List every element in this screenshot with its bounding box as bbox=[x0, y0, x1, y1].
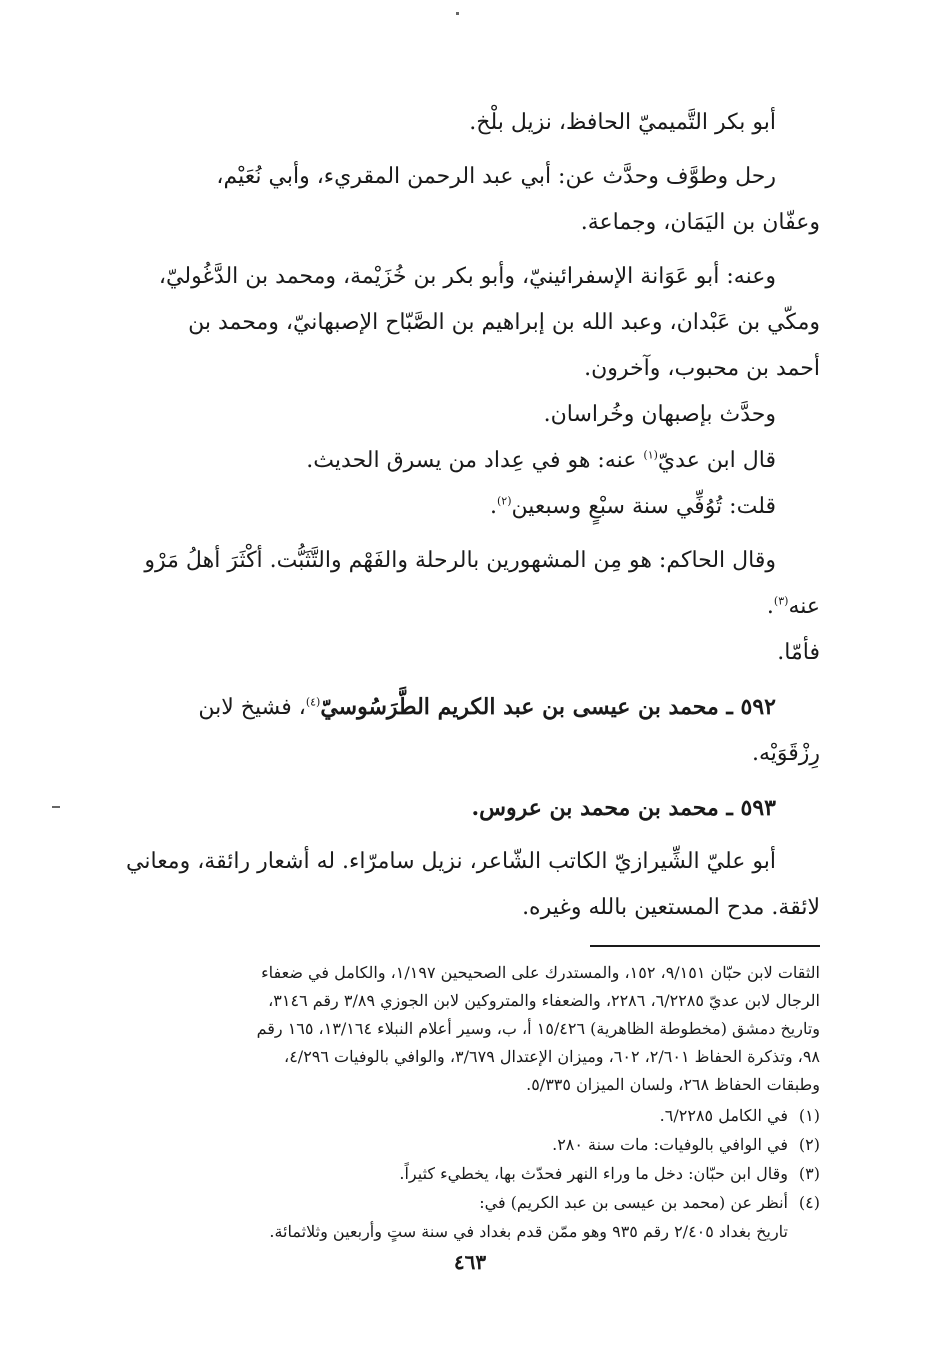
text: ، فشيخ لابن bbox=[198, 695, 306, 720]
paragraph: وعنه: أبو عَوَانة الإسفرائينيّ، وأبو بكر بن خُزَيْمة، ومحمد بن الدَّغُوليّ، bbox=[158, 264, 776, 289]
footnote-separator bbox=[590, 945, 820, 947]
footnote-number: (٣) bbox=[798, 1164, 820, 1183]
scan-mark bbox=[52, 806, 60, 808]
footnote-line: الرجال لابن عديّ ٦/٢٢٨٥، ٢٢٨٦، والضعفاء والمتروكين لابن الجوزي ٣/٨٩ رقم ٣١٤٦، bbox=[268, 991, 820, 1010]
text: عنه: هو في عِداد من يسرق الحديث. bbox=[306, 448, 644, 473]
footnote-ref: (١) bbox=[643, 448, 658, 462]
footnote-text: في الوافي بالوفيات: مات سنة ٢٨٠. bbox=[552, 1135, 788, 1154]
footnote bbox=[104, 1130, 820, 1159]
paragraph-line bbox=[104, 584, 820, 630]
footnote-ref: (٣) bbox=[773, 594, 789, 608]
text: . bbox=[766, 594, 774, 619]
footnote-ref: (٤) bbox=[305, 695, 321, 709]
footnote-line: ٩٨، وتذكرة الحفاظ ٢/٦٠١، ٦٠٢، وميزان الإعتدال ٣/٦٧٩، والوافي بالوفيات ٤/٢٩٦، bbox=[284, 1047, 820, 1066]
footnote-ref: (٢) bbox=[497, 494, 512, 508]
footnote-text: في الكامل ٦/٢٢٨٥. bbox=[659, 1106, 788, 1125]
footnote-line: الثقات لابن حبّان ٩/١٥١، ١٥٢، والمستدرك على الصحيحين ١/١٩٧، والكامل في ضعفاء bbox=[261, 963, 820, 982]
footnote-number: (٢) bbox=[798, 1135, 820, 1154]
footnote-number: (٤) bbox=[798, 1193, 820, 1212]
paragraph: أبو عليّ الشِّيرازيّ الكاتب الشّاعر، نزيل سامرّاء. له أشعار رائقة، ومعاني bbox=[126, 849, 776, 874]
paragraph bbox=[104, 438, 820, 484]
footnote-continuation: تاريخ بغداد ٢/٤٠٥ رقم ٩٣٥ وهو ممّن قدم بغداد في سنة ستٍ وأربعين وثلاثمائة. bbox=[269, 1222, 788, 1241]
paragraph: فأمّا. bbox=[777, 640, 820, 665]
footnote-text: أنظر عن (محمد بن عيسى بن عبد الكريم) في: bbox=[479, 1193, 788, 1212]
page-body bbox=[104, 100, 820, 1246]
entry-592 bbox=[104, 684, 820, 731]
paragraph: وقال الحاكم: هو مِن المشهورين بالرحلة والفَهْم والتَّثَبُّت. أكْثَرَ أهلُ مَرْو bbox=[144, 548, 776, 573]
footnote bbox=[104, 1159, 820, 1188]
entry-593-heading: ٥٩٣ ـ محمد بن محمد بن عروس. bbox=[471, 795, 776, 821]
text: عنه bbox=[788, 594, 820, 619]
footnote-text: وقال ابن حبّان: دخل ما وراء النهر فحدّث بها، يخطيء كثيراً. bbox=[399, 1164, 788, 1183]
footnote bbox=[104, 1188, 820, 1217]
footnote bbox=[104, 1101, 820, 1130]
paragraph-line: ومكّي بن عَبْدان، وعبد الله بن إبراهيم بن الصَّبّاح الإصبهانيّ، ومحمد بن bbox=[188, 310, 820, 335]
footnote-line: وطبقات الحفاظ ٢٦٨، ولسان الميزان ٥/٣٣٥. bbox=[526, 1075, 820, 1094]
text: قلت: تُوُفِّي سنة سبْعٍ وسبعين bbox=[511, 494, 776, 519]
text: قال ابن عديّ bbox=[657, 448, 776, 473]
paragraph: رحل وطوَّف وحدَّث عن: أبي عبد الرحمن المقريء، وأبي نُعَيْم، bbox=[216, 164, 776, 189]
sources-footnote bbox=[104, 959, 820, 1099]
paragraph: أبو بكر التَّميميّ الحافظ، نزيل بلْخ. bbox=[469, 110, 776, 135]
numbered-footnotes bbox=[104, 1101, 820, 1246]
paragraph-line: أحمد بن محبوب، وآخرون. bbox=[584, 356, 820, 381]
main-text bbox=[104, 100, 820, 931]
paragraph-line: رِزْقَوَيْه. bbox=[751, 741, 820, 766]
page-number: ٤٦٣ bbox=[453, 1250, 487, 1274]
scan-mark bbox=[456, 12, 459, 15]
paragraph-line: وعفّان بن اليَمَان، وجماعة. bbox=[580, 210, 820, 235]
entry-heading: ٥٩٢ ـ محمد بن عيسى بن عبد الكريم الطَّرَسُوسيّ bbox=[320, 694, 776, 720]
text: . bbox=[490, 494, 497, 519]
footnote-number: (١) bbox=[798, 1106, 820, 1125]
paragraph bbox=[104, 484, 820, 530]
footnote-line: وتاريخ دمشق (مخطوطة الظاهرية) ١٥/٤٢٦ أ، ب، وسير أعلام النبلاء ١٣/١٦٤، ١٦٥ رقم bbox=[256, 1019, 820, 1038]
paragraph-line: لائقة. مدح المستعين بالله وغيره. bbox=[522, 895, 820, 920]
paragraph: وحدَّث بإصبهان وخُراسان. bbox=[543, 402, 776, 427]
